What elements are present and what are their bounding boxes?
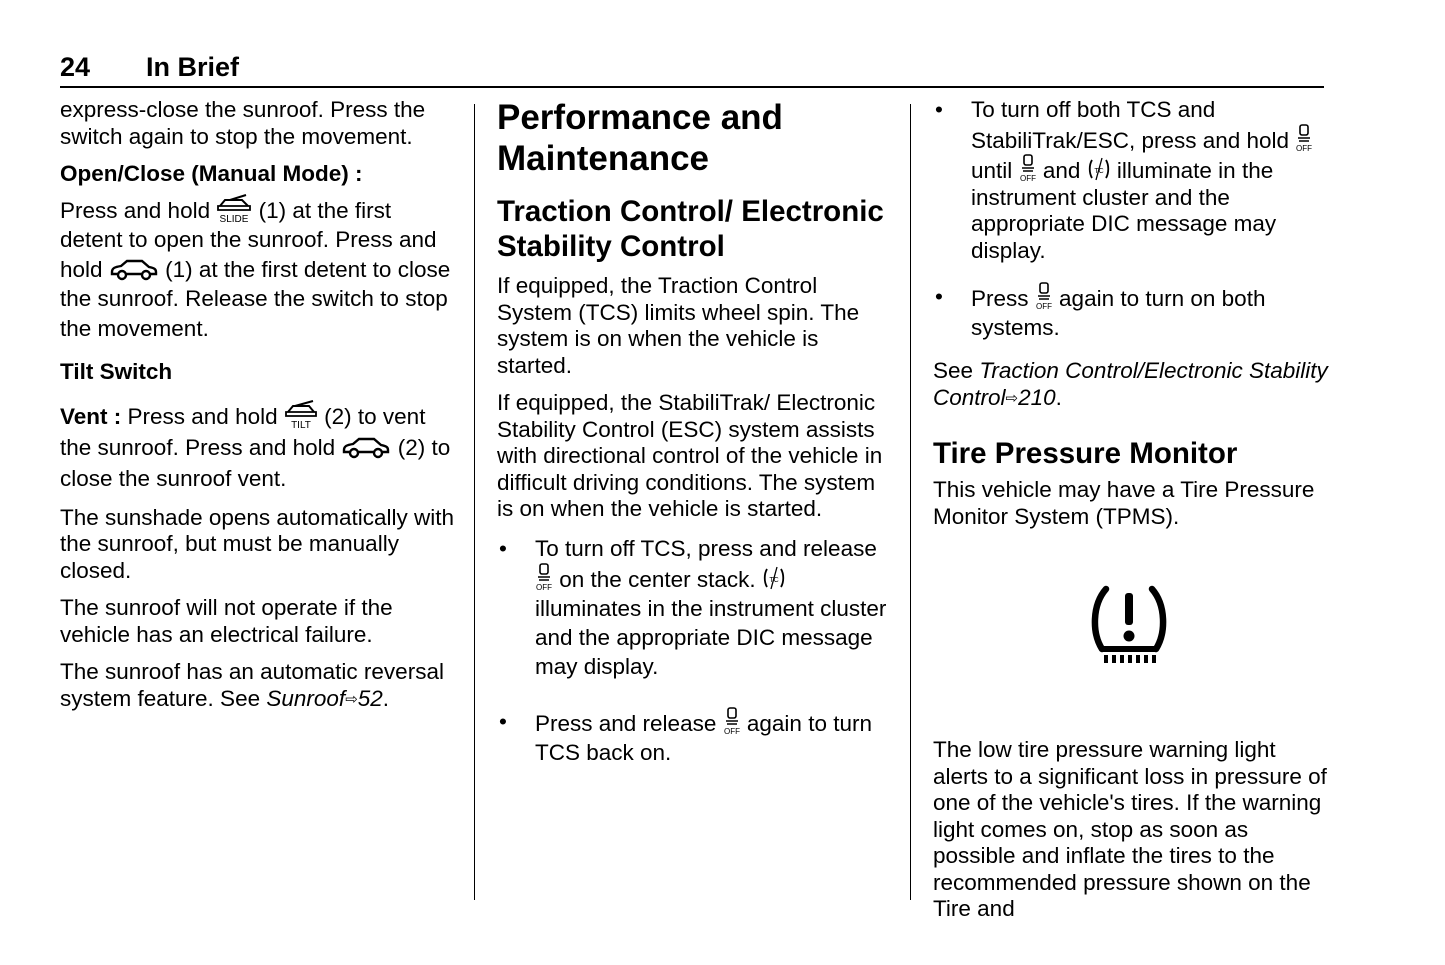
middle-column bbox=[497, 97, 892, 783]
tc-indicator-icon bbox=[762, 565, 786, 591]
page-number: 24 bbox=[60, 52, 91, 82]
esc-description: If equipped, the StabiliTrak/ Electronic Stability Control (ESC) system assists with directional control of the vehicle in difficult driving conditions. The system is on when the vehicle is started. bbox=[497, 390, 883, 521]
car-close-icon bbox=[109, 257, 159, 281]
right-column bbox=[933, 97, 1328, 934]
tcs-description: If equipped, the Traction Control System (TCS) limits wheel spin. The system is on when the vehicle is started. bbox=[497, 273, 860, 378]
svg-text:TC: TC bbox=[769, 576, 779, 584]
svg-text:OFF: OFF bbox=[1019, 174, 1036, 182]
column-divider-right bbox=[910, 104, 911, 900]
tire-pressure-warning-icon bbox=[1088, 583, 1170, 667]
esc-bullet-list bbox=[933, 97, 1328, 342]
list-item: • Press and release OFF again to turn TCS back on. bbox=[499, 708, 872, 765]
sunroof-reference-link[interactable]: Sunroof⇨52 bbox=[266, 685, 383, 711]
svg-text:OFF: OFF bbox=[723, 726, 740, 735]
tcs-off-icon bbox=[723, 707, 741, 735]
tilt-switch-heading: Tilt Switch bbox=[60, 359, 173, 384]
car-close-vent-icon bbox=[341, 435, 391, 459]
svg-text:OFF: OFF bbox=[1296, 143, 1313, 152]
tilt-vent-text: Vent : Press and hold TILT (2) to vent the sunroof. Press and hold (2) to close the sunroof vent. bbox=[60, 398, 455, 494]
low-tire-warning-text: The low tire pressure warning light alerts to a significant loss in pressure of one of the vehicle's tires. If the warning light comes on, stop as soon as possible and inflate the tires to the recommended pressure shown on the Tire and bbox=[933, 737, 1327, 921]
svg-text:OFF: OFF bbox=[536, 582, 552, 591]
tcs-off-icon bbox=[1035, 282, 1053, 310]
section-title: In Brief bbox=[146, 52, 240, 82]
see-reference-text: See Traction Control/Electronic Stability Control⇨210. bbox=[933, 358, 1328, 410]
tcs-off-icon bbox=[1295, 124, 1313, 152]
reversal-text: The sunroof has an automatic reversal system feature. See Sunroof⇨52. bbox=[60, 659, 444, 711]
tc-indicator-icon bbox=[1087, 156, 1111, 182]
column-divider-left bbox=[474, 104, 475, 900]
svg-text:TILT: TILT bbox=[290, 419, 311, 430]
page-header bbox=[60, 52, 1324, 88]
electrical-failure-text: The sunroof will not operate if the vehicle has an electrical failure. bbox=[60, 595, 393, 647]
tire-pressure-heading: Tire Pressure Monitor bbox=[933, 437, 1238, 470]
tcs-off-icon bbox=[535, 563, 553, 591]
list-item: • To turn off both TCS and StabiliTrak/ESC, press and hold OFF until OFF and TC illuminate in the instrument cluster and the appropriate DIC message may display. bbox=[935, 97, 1313, 263]
sunroof-express-close-text: express-close the sunroof. Press the switch again to stop the movement. bbox=[60, 97, 426, 149]
tpms-figure bbox=[933, 541, 1328, 737]
manual-mode-heading: Open/Close (Manual Mode) : bbox=[60, 161, 363, 186]
tcs-off-icon bbox=[1019, 154, 1037, 182]
section-heading: Performance and Maintenance bbox=[497, 98, 783, 178]
list-item: • Press OFF again to turn on both systems. bbox=[935, 284, 1266, 340]
sunroof-slide-icon bbox=[216, 192, 252, 224]
left-column bbox=[60, 97, 455, 724]
traction-control-heading: Traction Control/ Electronic Stability Control bbox=[497, 195, 884, 263]
svg-text:SLIDE: SLIDE bbox=[219, 213, 249, 224]
traction-control-reference-link[interactable]: Traction Control/Electronic Stability Control⇨210 bbox=[933, 358, 1328, 410]
svg-text:OFF: OFF bbox=[1035, 302, 1052, 310]
manual-mode-text: Press and hold SLIDE (1) at the first detent to open the sunroof. Press and hold (1) at the first detent to close the sunroof. Release the switch to stop the movement. bbox=[60, 192, 455, 344]
sunroof-tilt-icon bbox=[284, 398, 318, 430]
tpms-description: This vehicle may have a Tire Pressure Monitor System (TPMS). bbox=[933, 477, 1315, 529]
svg-text:TC: TC bbox=[1093, 168, 1104, 175]
tcs-bullet-list bbox=[497, 534, 892, 767]
sunshade-text: The sunshade opens automatically with the sunroof, but must be manually closed. bbox=[60, 504, 454, 583]
list-item: • To turn off TCS, press and release OFF on the center stack. TC illuminates in the instrument cluster and the appropriate DIC message may display. bbox=[499, 535, 887, 679]
